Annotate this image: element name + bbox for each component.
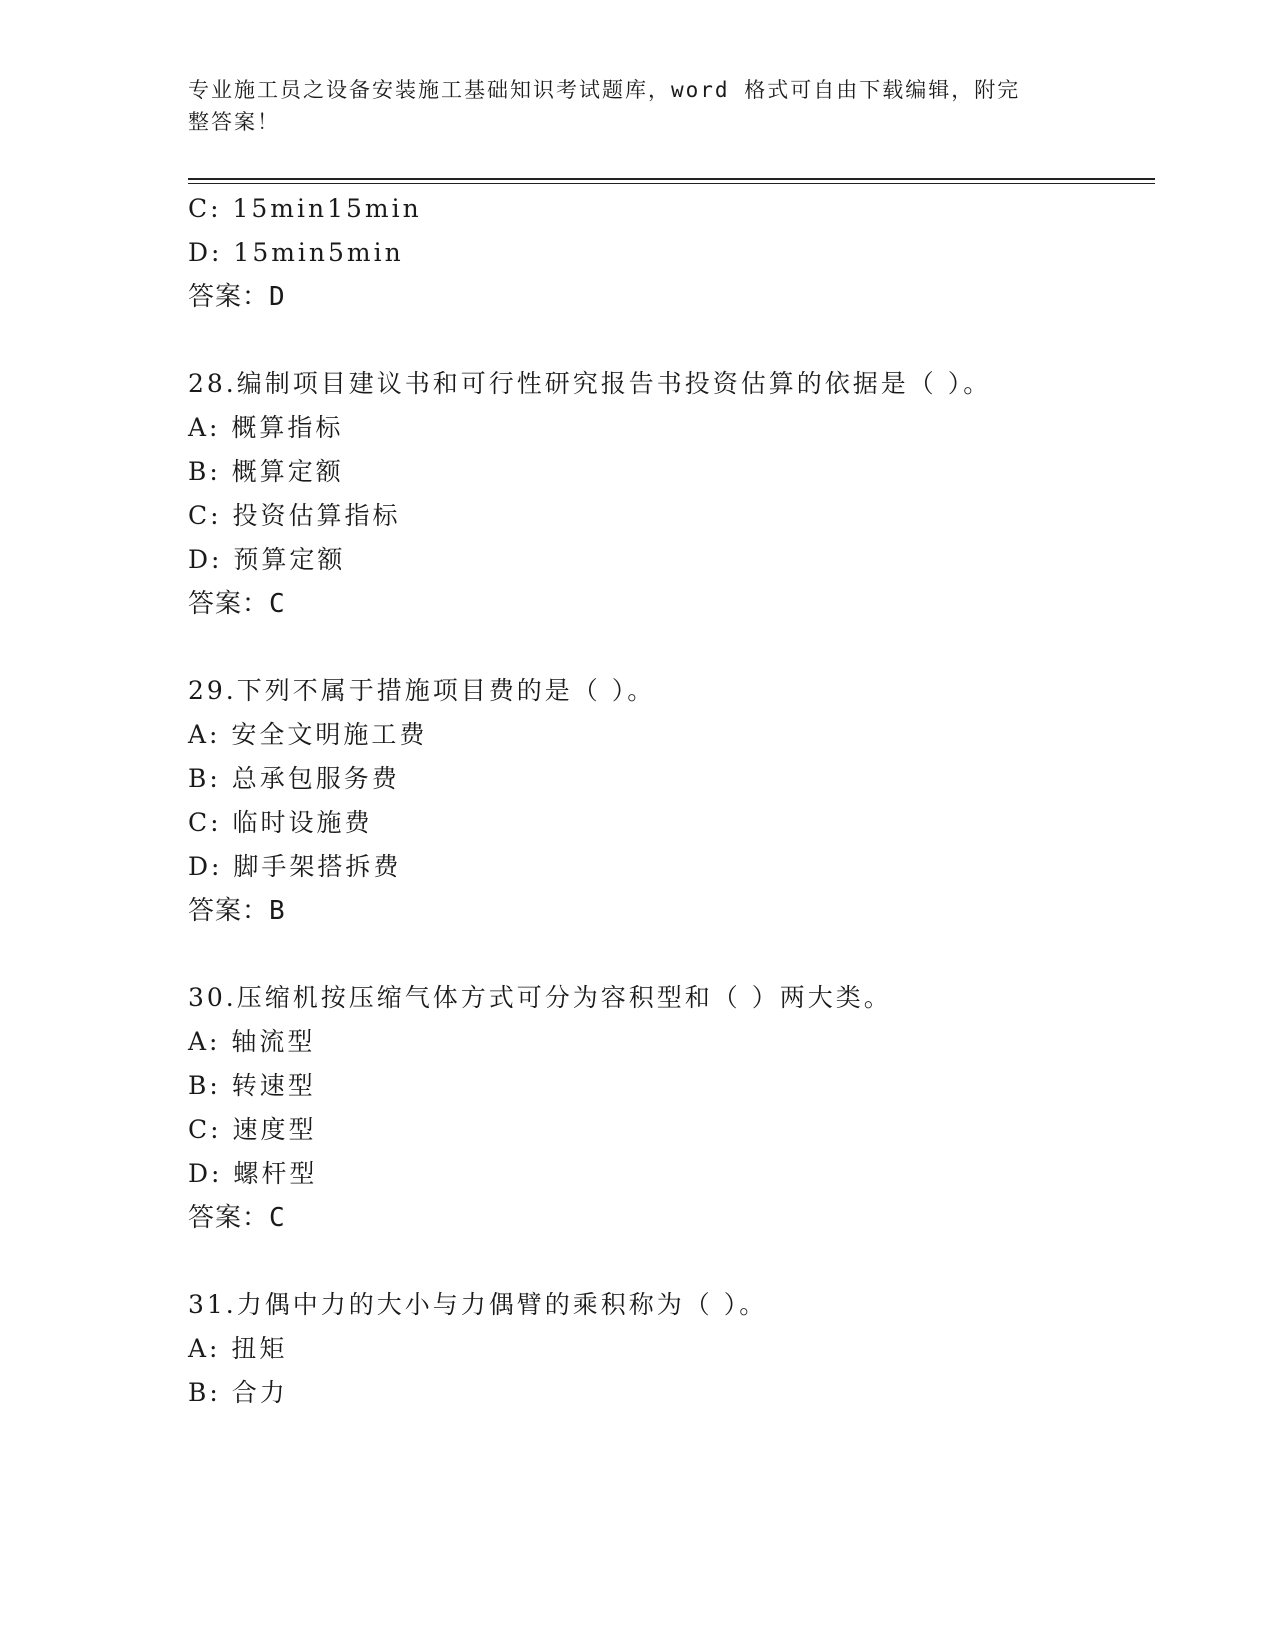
question-31-option-a: A: 扭矩 (188, 1334, 288, 1363)
question-30-option-d: D: 螺杆型 (188, 1159, 318, 1188)
question-30-option-b: B: 转速型 (188, 1071, 316, 1100)
question-28-option-a: A: 概算指标 (188, 413, 344, 442)
prev-option-c: C: 15min15min (188, 194, 422, 223)
question-29-option-b: B: 总承包服务费 (188, 764, 400, 793)
question-29-answer: 答案：B (188, 896, 286, 926)
document-header (188, 74, 1068, 138)
question-31-option-b: B: 合力 (188, 1378, 288, 1407)
prev-answer: 答案：D (188, 282, 286, 312)
question-30-option-a: A: 轴流型 (188, 1027, 316, 1056)
header-rule-thick (188, 178, 1155, 180)
question-28-stem: 28.编制项目建议书和可行性研究报告书投资估算的依据是（ ）。 (188, 369, 992, 398)
question-30-stem: 30.压缩机按压缩气体方式可分为容积型和（ ）两大类。 (188, 983, 892, 1012)
question-28-option-d: D: 预算定额 (188, 545, 346, 574)
header-title-line-2: 整答案！ (188, 110, 280, 134)
question-29-option-c: C: 临时设施费 (188, 808, 373, 837)
header-title-line-1: 专业施工员之设备安装施工基础知识考试题库，word 格式可自由下载编辑，附完 (188, 78, 1021, 102)
question-30-option-c: C: 速度型 (188, 1115, 317, 1144)
header-rule-thin (188, 183, 1155, 184)
question-29-option-d: D: 脚手架搭拆费 (188, 852, 402, 881)
question-28-option-b: B: 概算定额 (188, 457, 344, 486)
question-31-stem: 31.力偶中力的大小与力偶臂的乘积称为（ ）。 (188, 1290, 768, 1319)
question-28-option-c: C: 投资估算指标 (188, 501, 401, 530)
question-29-stem: 29.下列不属于措施项目费的是（ ）。 (188, 676, 656, 705)
question-29-option-a: A: 安全文明施工费 (188, 720, 428, 749)
prev-option-d: D: 15min5min (188, 238, 404, 267)
question-30-answer: 答案：C (188, 1203, 286, 1233)
question-28-answer: 答案：C (188, 589, 286, 619)
